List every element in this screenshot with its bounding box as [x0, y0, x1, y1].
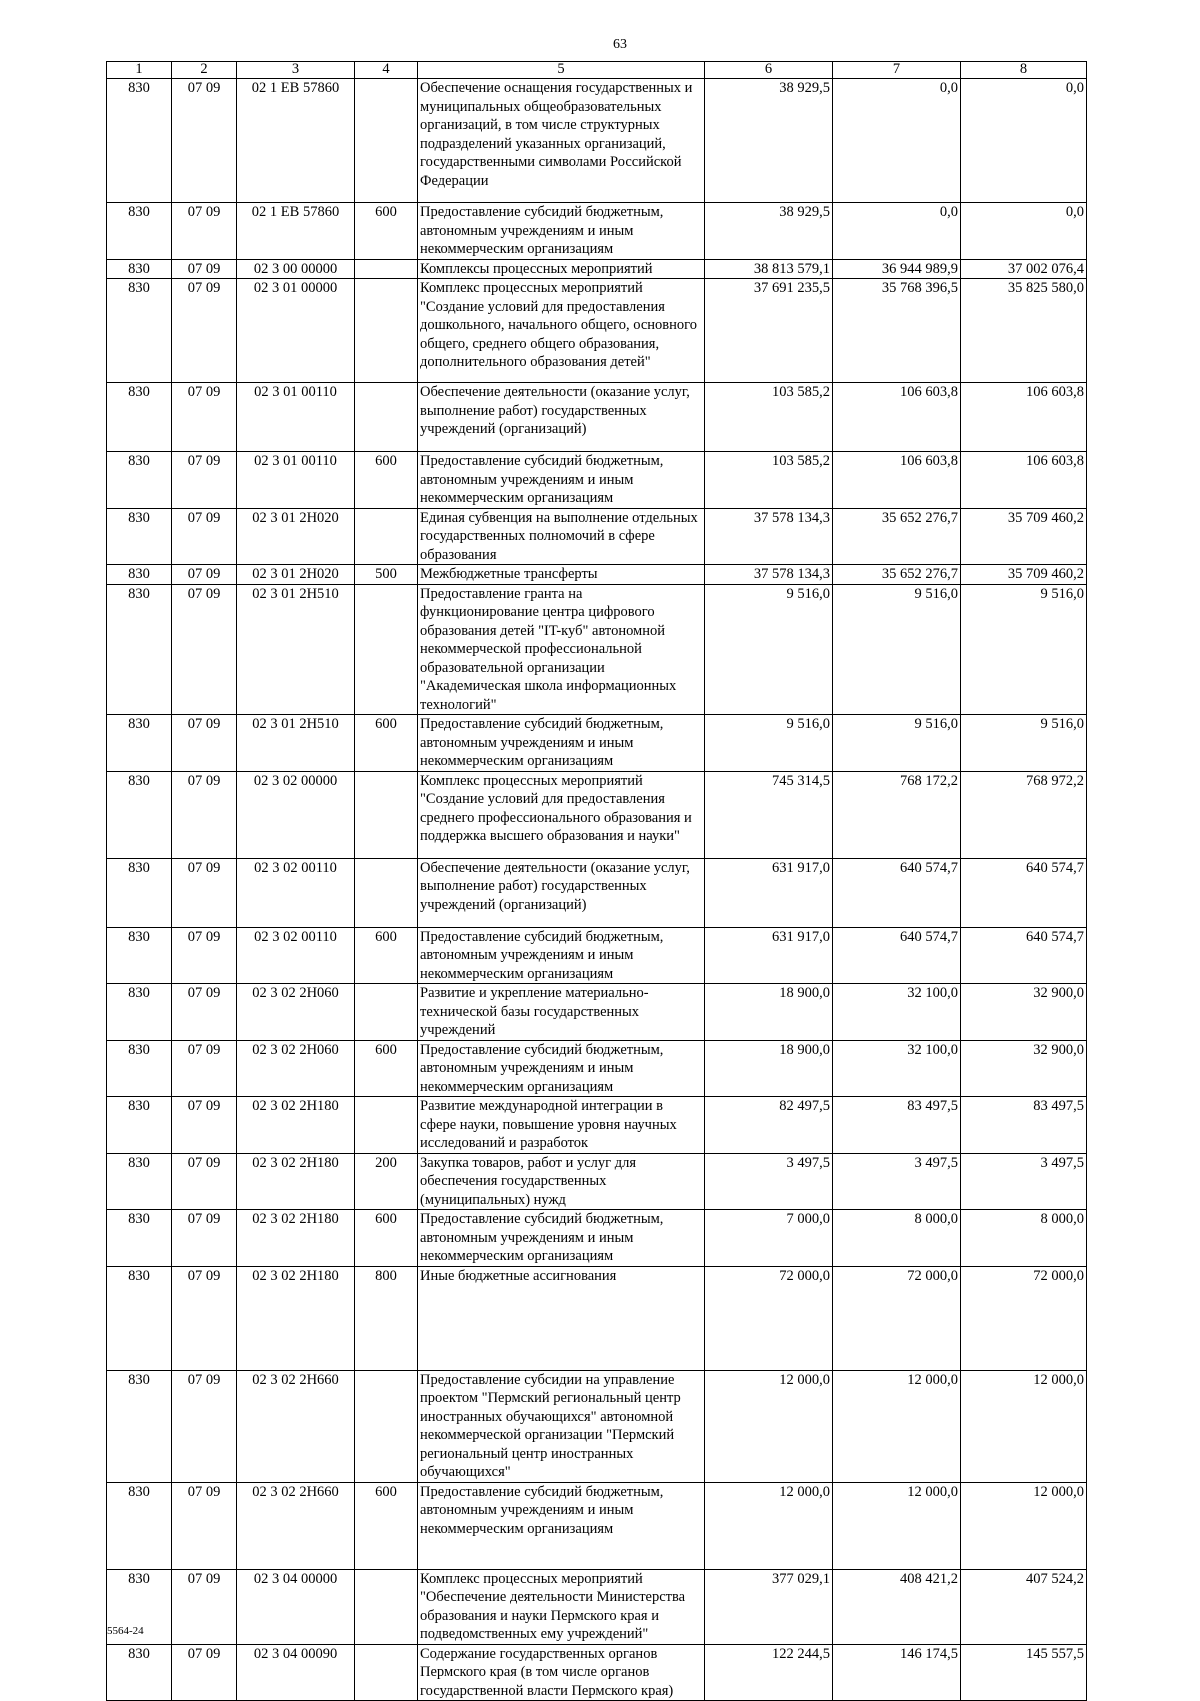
- table-row: [107, 715, 1087, 772]
- value-2024: 38 929,5: [705, 79, 833, 203]
- item-name: Комплексы процессных мероприятий: [418, 259, 705, 279]
- table-row: [107, 508, 1087, 565]
- code-target: 02 3 02 00000: [237, 771, 355, 858]
- code-admin: 830: [107, 715, 172, 772]
- item-name: Развитие и укрепление материально-технической базы государственных учреждений: [418, 984, 705, 1041]
- code-admin: 830: [107, 79, 172, 203]
- table-row: [107, 79, 1087, 203]
- table-row: [107, 1569, 1087, 1644]
- value-2024: 7 000,0: [705, 1210, 833, 1267]
- code-target: 02 3 04 00090: [237, 1644, 355, 1701]
- code-target: 02 3 01 2Н510: [237, 715, 355, 772]
- item-name: Единая субвенция на выполнение отдельных государственных полномочий в сфере образования: [418, 508, 705, 565]
- code-target: 02 3 02 2Н060: [237, 1040, 355, 1097]
- code-expense-type: 200: [355, 1153, 418, 1210]
- code-section: 07 09: [172, 452, 237, 509]
- table-body: [107, 79, 1087, 1701]
- code-section: 07 09: [172, 1210, 237, 1267]
- code-expense-type: 600: [355, 1482, 418, 1569]
- code-admin: 830: [107, 1644, 172, 1701]
- table-row: [107, 1482, 1087, 1569]
- item-name: Обеспечение деятельности (оказание услуг, выполнение работ) государственных учреждений (организаций): [418, 383, 705, 452]
- code-target: 02 3 02 00110: [237, 858, 355, 927]
- code-target: 02 3 02 2Н180: [237, 1153, 355, 1210]
- value-2024: 103 585,2: [705, 452, 833, 509]
- code-admin: 830: [107, 508, 172, 565]
- code-expense-type: [355, 279, 418, 383]
- value-2026: 12 000,0: [961, 1370, 1087, 1482]
- value-2025: 106 603,8: [833, 452, 961, 509]
- code-section: 07 09: [172, 259, 237, 279]
- value-2024: 631 917,0: [705, 858, 833, 927]
- table-row: [107, 259, 1087, 279]
- value-2026: 32 900,0: [961, 984, 1087, 1041]
- value-2026: 0,0: [961, 79, 1087, 203]
- value-2026: 32 900,0: [961, 1040, 1087, 1097]
- item-name: Предоставление гранта на функционирование центра цифрового образования детей "IT-куб" автономной некоммерческой профессиональной образовательной организации "Академическая школа информационных технологий": [418, 584, 705, 715]
- code-target: 02 1 EB 57860: [237, 79, 355, 203]
- code-expense-type: [355, 584, 418, 715]
- code-section: 07 09: [172, 203, 237, 260]
- code-target: 02 3 01 2Н020: [237, 565, 355, 585]
- value-2025: 35 652 276,7: [833, 508, 961, 565]
- code-target: 02 3 02 2Н180: [237, 1266, 355, 1370]
- table-row: [107, 1040, 1087, 1097]
- code-target: 02 3 02 00110: [237, 927, 355, 984]
- code-section: 07 09: [172, 1266, 237, 1370]
- value-2026: 72 000,0: [961, 1266, 1087, 1370]
- col-header-6: 6: [705, 62, 833, 79]
- code-target: 02 3 01 00110: [237, 383, 355, 452]
- code-expense-type: [355, 771, 418, 858]
- value-2026: 35 825 580,0: [961, 279, 1087, 383]
- value-2024: 12 000,0: [705, 1482, 833, 1569]
- col-header-4: 4: [355, 62, 418, 79]
- page-number: 63: [613, 37, 627, 52]
- value-2024: 18 900,0: [705, 1040, 833, 1097]
- code-admin: 830: [107, 279, 172, 383]
- code-admin: 830: [107, 1266, 172, 1370]
- item-name: Предоставление субсидий бюджетным, автономным учреждениям и иным некоммерческим организациям: [418, 1482, 705, 1569]
- code-section: 07 09: [172, 584, 237, 715]
- document-code: 5564-24: [107, 1625, 144, 1637]
- code-expense-type: [355, 858, 418, 927]
- table-row: [107, 383, 1087, 452]
- code-admin: 830: [107, 1153, 172, 1210]
- code-target: 02 3 00 00000: [237, 259, 355, 279]
- code-expense-type: 500: [355, 565, 418, 585]
- value-2024: 38 813 579,1: [705, 259, 833, 279]
- value-2025: 9 516,0: [833, 584, 961, 715]
- value-2026: 407 524,2: [961, 1569, 1087, 1644]
- code-expense-type: [355, 1644, 418, 1701]
- table-row: [107, 984, 1087, 1041]
- value-2024: 37 578 134,3: [705, 508, 833, 565]
- code-expense-type: [355, 1097, 418, 1154]
- code-section: 07 09: [172, 771, 237, 858]
- item-name: Комплекс процессных мероприятий "Создание условий для предоставления дошкольного, начального общего, основного общего, среднего общего образования, дополнительного образования детей": [418, 279, 705, 383]
- value-2025: 640 574,7: [833, 927, 961, 984]
- value-2025: 768 172,2: [833, 771, 961, 858]
- value-2025: 12 000,0: [833, 1482, 961, 1569]
- code-target: 02 3 02 2Н660: [237, 1482, 355, 1569]
- code-section: 07 09: [172, 1569, 237, 1644]
- col-header-5: 5: [418, 62, 705, 79]
- code-section: 07 09: [172, 508, 237, 565]
- value-2025: 35 652 276,7: [833, 565, 961, 585]
- code-section: 07 09: [172, 1482, 237, 1569]
- code-section: 07 09: [172, 1644, 237, 1701]
- item-name: Развитие международной интеграции в сфере науки, повышение уровня научных исследований и разработок: [418, 1097, 705, 1154]
- code-section: 07 09: [172, 1040, 237, 1097]
- value-2026: 8 000,0: [961, 1210, 1087, 1267]
- code-expense-type: [355, 984, 418, 1041]
- item-name: Комплекс процессных мероприятий "Обеспечение деятельности Министерства образования и науки Пермского края и подведомственных ему учреждений": [418, 1569, 705, 1644]
- item-name: Предоставление субсидии на управление проектом "Пермский региональный центр иностранных обучающихся" автономной некоммерческой организации "Пермский региональный центр иностранных обучающихся": [418, 1370, 705, 1482]
- table-row: [107, 927, 1087, 984]
- header-row: [107, 62, 1087, 79]
- code-target: 02 3 01 00000: [237, 279, 355, 383]
- code-admin: 830: [107, 259, 172, 279]
- item-name: Комплекс процессных мероприятий "Создание условий для предоставления среднего профессионального образования и поддержка высшего образования и науки": [418, 771, 705, 858]
- item-name: Межбюджетные трансферты: [418, 565, 705, 585]
- code-target: 02 3 02 2Н060: [237, 984, 355, 1041]
- code-expense-type: 600: [355, 203, 418, 260]
- value-2024: 72 000,0: [705, 1266, 833, 1370]
- value-2026: 145 557,5: [961, 1644, 1087, 1701]
- value-2025: 8 000,0: [833, 1210, 961, 1267]
- value-2024: 38 929,5: [705, 203, 833, 260]
- code-target: 02 3 01 2Н510: [237, 584, 355, 715]
- col-header-7: 7: [833, 62, 961, 79]
- code-section: 07 09: [172, 565, 237, 585]
- item-name: Предоставление субсидий бюджетным, автономным учреждениям и иным некоммерческим организациям: [418, 452, 705, 509]
- value-2025: 408 421,2: [833, 1569, 961, 1644]
- value-2025: 0,0: [833, 203, 961, 260]
- value-2024: 12 000,0: [705, 1370, 833, 1482]
- code-admin: 830: [107, 452, 172, 509]
- value-2026: 12 000,0: [961, 1482, 1087, 1569]
- item-name: Предоставление субсидий бюджетным, автономным учреждениям и иным некоммерческим организациям: [418, 1210, 705, 1267]
- code-expense-type: 600: [355, 1210, 418, 1267]
- code-target: 02 3 01 00110: [237, 452, 355, 509]
- code-expense-type: 600: [355, 452, 418, 509]
- code-admin: 830: [107, 771, 172, 858]
- table-row: [107, 1266, 1087, 1370]
- value-2024: 18 900,0: [705, 984, 833, 1041]
- value-2024: 9 516,0: [705, 584, 833, 715]
- value-2026: 9 516,0: [961, 584, 1087, 715]
- code-admin: 830: [107, 565, 172, 585]
- code-expense-type: 800: [355, 1266, 418, 1370]
- table-row: [107, 203, 1087, 260]
- value-2026: 37 002 076,4: [961, 259, 1087, 279]
- value-2026: 768 972,2: [961, 771, 1087, 858]
- budget-table: [106, 61, 1087, 1701]
- code-expense-type: [355, 383, 418, 452]
- code-target: 02 3 02 2Н660: [237, 1370, 355, 1482]
- code-target: 02 1 EB 57860: [237, 203, 355, 260]
- table-row: [107, 584, 1087, 715]
- item-name: Предоставление субсидий бюджетным, автономным учреждениям и иным некоммерческим организациям: [418, 1040, 705, 1097]
- value-2024: 631 917,0: [705, 927, 833, 984]
- code-target: 02 3 04 00000: [237, 1569, 355, 1644]
- value-2025: 12 000,0: [833, 1370, 961, 1482]
- value-2025: 640 574,7: [833, 858, 961, 927]
- value-2024: 9 516,0: [705, 715, 833, 772]
- code-target: 02 3 02 2Н180: [237, 1210, 355, 1267]
- value-2026: 9 516,0: [961, 715, 1087, 772]
- value-2024: 82 497,5: [705, 1097, 833, 1154]
- code-section: 07 09: [172, 1153, 237, 1210]
- col-header-3: 3: [237, 62, 355, 79]
- col-header-2: 2: [172, 62, 237, 79]
- value-2025: 83 497,5: [833, 1097, 961, 1154]
- value-2026: 35 709 460,2: [961, 565, 1087, 585]
- value-2025: 32 100,0: [833, 984, 961, 1041]
- value-2024: 377 029,1: [705, 1569, 833, 1644]
- code-admin: 830: [107, 984, 172, 1041]
- item-name: Предоставление субсидий бюджетным, автономным учреждениям и иным некоммерческим организациям: [418, 203, 705, 260]
- item-name: Обеспечение оснащения государственных и муниципальных общеобразовательных организаций, в том числе структурных подразделений указанных организаций, государственными символами Российской Федерации: [418, 79, 705, 203]
- code-expense-type: 600: [355, 927, 418, 984]
- value-2025: 35 768 396,5: [833, 279, 961, 383]
- code-section: 07 09: [172, 927, 237, 984]
- code-section: 07 09: [172, 1097, 237, 1154]
- code-admin: 830: [107, 584, 172, 715]
- value-2025: 9 516,0: [833, 715, 961, 772]
- item-name: Обеспечение деятельности (оказание услуг, выполнение работ) государственных учреждений (организаций): [418, 858, 705, 927]
- table-row: [107, 1097, 1087, 1154]
- code-admin: 830: [107, 1097, 172, 1154]
- value-2025: 0,0: [833, 79, 961, 203]
- value-2024: 37 691 235,5: [705, 279, 833, 383]
- code-admin: 830: [107, 1370, 172, 1482]
- code-admin: 830: [107, 1040, 172, 1097]
- value-2026: 106 603,8: [961, 452, 1087, 509]
- table-row: [107, 1210, 1087, 1267]
- code-expense-type: [355, 259, 418, 279]
- value-2024: 103 585,2: [705, 383, 833, 452]
- table-row: [107, 565, 1087, 585]
- code-section: 07 09: [172, 984, 237, 1041]
- code-section: 07 09: [172, 715, 237, 772]
- code-section: 07 09: [172, 1370, 237, 1482]
- value-2025: 3 497,5: [833, 1153, 961, 1210]
- value-2026: 640 574,7: [961, 858, 1087, 927]
- code-expense-type: [355, 79, 418, 203]
- code-expense-type: [355, 1569, 418, 1644]
- code-expense-type: 600: [355, 1040, 418, 1097]
- item-name: Предоставление субсидий бюджетным, автономным учреждениям и иным некоммерческим организациям: [418, 927, 705, 984]
- table-row: [107, 858, 1087, 927]
- code-admin: 830: [107, 203, 172, 260]
- item-name: Иные бюджетные ассигнования: [418, 1266, 705, 1370]
- value-2025: 146 174,5: [833, 1644, 961, 1701]
- code-admin: 830: [107, 383, 172, 452]
- value-2024: 122 244,5: [705, 1644, 833, 1701]
- code-expense-type: 600: [355, 715, 418, 772]
- col-header-8: 8: [961, 62, 1087, 79]
- code-admin: 830: [107, 1482, 172, 1569]
- table-row: [107, 771, 1087, 858]
- value-2026: 35 709 460,2: [961, 508, 1087, 565]
- table-row: [107, 1370, 1087, 1482]
- code-section: 07 09: [172, 858, 237, 927]
- code-expense-type: [355, 1370, 418, 1482]
- table-row: [107, 1644, 1087, 1701]
- code-admin: 830: [107, 927, 172, 984]
- code-expense-type: [355, 508, 418, 565]
- value-2026: 3 497,5: [961, 1153, 1087, 1210]
- value-2024: 745 314,5: [705, 771, 833, 858]
- item-name: Закупка товаров, работ и услуг для обеспечения государственных (муниципальных) нужд: [418, 1153, 705, 1210]
- value-2026: 83 497,5: [961, 1097, 1087, 1154]
- value-2025: 72 000,0: [833, 1266, 961, 1370]
- code-admin: 830: [107, 1210, 172, 1267]
- value-2026: 640 574,7: [961, 927, 1087, 984]
- value-2026: 106 603,8: [961, 383, 1087, 452]
- table-row: [107, 452, 1087, 509]
- table-row: [107, 1153, 1087, 1210]
- col-header-1: 1: [107, 62, 172, 79]
- item-name: Предоставление субсидий бюджетным, автономным учреждениям и иным некоммерческим организациям: [418, 715, 705, 772]
- value-2025: 36 944 989,9: [833, 259, 961, 279]
- code-admin: 830: [107, 858, 172, 927]
- value-2026: 0,0: [961, 203, 1087, 260]
- value-2024: 3 497,5: [705, 1153, 833, 1210]
- code-target: 02 3 01 2Н020: [237, 508, 355, 565]
- code-section: 07 09: [172, 279, 237, 383]
- item-name: Содержание государственных органов Пермского края (в том числе органов государственной власти Пермского края): [418, 1644, 705, 1701]
- table-row: [107, 279, 1087, 383]
- value-2025: 32 100,0: [833, 1040, 961, 1097]
- value-2025: 106 603,8: [833, 383, 961, 452]
- code-section: 07 09: [172, 79, 237, 203]
- code-target: 02 3 02 2Н180: [237, 1097, 355, 1154]
- code-admin: 830: [107, 1569, 172, 1644]
- value-2024: 37 578 134,3: [705, 565, 833, 585]
- code-section: 07 09: [172, 383, 237, 452]
